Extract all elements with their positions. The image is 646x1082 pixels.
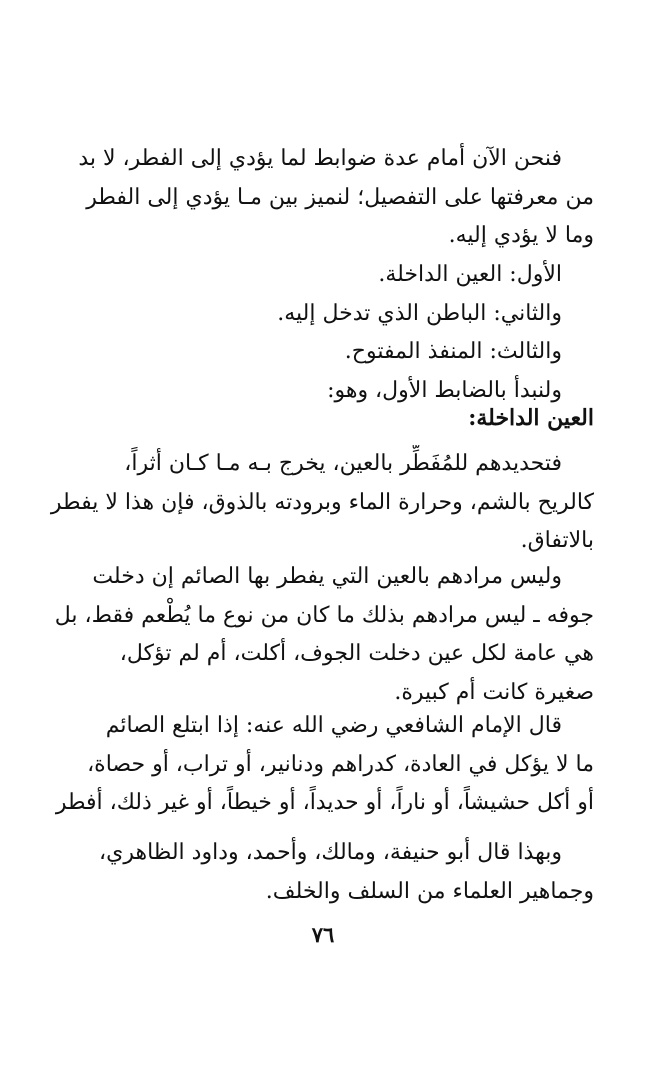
text-line: وجماهير العلماء من السلف والخلف. (265, 878, 594, 904)
intro-paragraph (46, 140, 594, 256)
text-line: ما لا يؤكل في العادة، كدراهم ودنانير، أو تراب، أو حصاة، (87, 751, 594, 777)
text-line: فتحديدهم للمُفَطِّر بالعين، يخرج بـه مـا كـان أثراً، (124, 451, 562, 476)
text-line: وليس مرادهم بالعين التي يفطر بها الصائم إن دخلت (92, 564, 562, 589)
text-line: وما لا يؤدي إليه. (448, 223, 594, 248)
text-line: جوفه ـ ليس مرادهم بذلك ما كان من نوع ما يُطْعم فقط، بل (54, 602, 594, 628)
paragraph-2 (46, 558, 594, 712)
text-line: صغيرة كانت أم كبيرة. (394, 679, 594, 705)
list-item: ولنبدأ بالضابط الأول، وهو: (327, 377, 562, 403)
list-item: والثالث: المنفذ المفتوح. (344, 339, 562, 364)
text-line: أو أكل حشيشاً، أو ناراً، أو حديداً، أو خيطاً، أو غير ذلك، أفطر (55, 790, 594, 815)
text-line: من معرفتها على التفصيل؛ لنميز بين مـا يؤدي إلى الفطر (86, 184, 594, 210)
text-line: قال الإمام الشافعي رضي الله عنه: إذا ابتلع الصائم (105, 713, 562, 738)
section-heading: العين الداخلة: (468, 405, 594, 431)
text-line: وبهذا قال أبو حنيفة، ومالك، وأحمد، وداود الظاهري، (99, 840, 562, 865)
paragraph-4 (46, 834, 594, 911)
list-item: الأول: العين الداخلة. (378, 262, 562, 287)
text-line: بالاتفاق. (520, 528, 594, 553)
criteria-list (46, 256, 594, 410)
text-line: فنحن الآن أمام عدة ضوابط لما يؤدي إلى الفطر، لا بد (78, 146, 562, 171)
text-line: كالريح بالشم، وحرارة الماء وبرودته بالذوق، فإن هذا لا يفطر (50, 489, 594, 515)
text-line: هي عامة لكل عين دخلت الجوف، أكلت، أم لم تؤكل، (119, 641, 594, 666)
paragraph-3 (46, 707, 594, 823)
paragraph-1 (46, 445, 594, 561)
list-item: والثاني: الباطن الذي تدخل إليه. (277, 300, 562, 326)
page-number: ٧٦ (311, 922, 335, 947)
